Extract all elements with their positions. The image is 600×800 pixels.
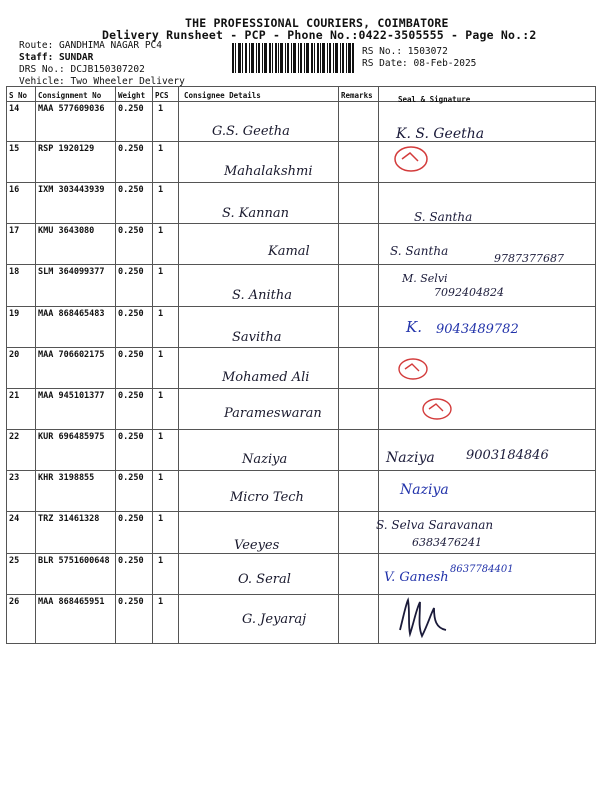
row-consignment: MAA 706602175 <box>38 350 105 360</box>
row-consignment: KUR 696485975 <box>38 432 105 442</box>
signature-phone: 9787377687 <box>494 252 564 265</box>
consignee-handwriting: G.S. Geetha <box>212 124 290 139</box>
vehicle-label: Vehicle: Two Wheeler Delivery <box>19 76 185 87</box>
delivery-stamp-icon <box>420 396 454 422</box>
row-pcs: 1 <box>158 432 164 442</box>
signature: S. Santha <box>390 244 449 258</box>
row-sno: 15 <box>9 144 20 154</box>
row-consignment: MAA 868465951 <box>38 597 105 607</box>
row-sno: 21 <box>9 391 20 401</box>
row-divider <box>6 141 596 142</box>
row-pcs: 1 <box>158 556 164 566</box>
row-consignment: IXM 303443939 <box>38 185 105 195</box>
table-border-right <box>595 86 596 644</box>
signature: V. Ganesh <box>384 570 449 585</box>
row-sno: 24 <box>9 514 20 524</box>
col-consignment: Consignment No <box>38 91 102 100</box>
col-consignee: Consignee Details <box>184 91 261 100</box>
row-weight: 0.250 <box>118 267 144 277</box>
consignee-handwriting: Parameswaran <box>224 406 322 421</box>
row-pcs: 1 <box>158 309 164 319</box>
signature-phone: 8637784401 <box>450 564 514 575</box>
signature: K. <box>406 318 422 336</box>
row-sno: 19 <box>9 309 20 319</box>
signature-phone: 7092404824 <box>434 286 504 299</box>
consignee-handwriting: Mohamed Ali <box>222 370 310 385</box>
signature: Naziya <box>386 450 435 466</box>
row-weight: 0.250 <box>118 185 144 195</box>
staff-label: Staff: SUNDAR <box>19 52 94 63</box>
signature: S. Selva Saravanan <box>376 518 494 532</box>
row-pcs: 1 <box>158 144 164 154</box>
row-divider <box>6 553 596 554</box>
consignee-handwriting: G. Jeyaraj <box>242 612 307 627</box>
row-divider <box>6 429 596 430</box>
drs-number: DRS No.: DCJB150307202 <box>19 64 145 75</box>
runsheet-table <box>6 86 596 644</box>
row-weight: 0.250 <box>118 144 144 154</box>
row-divider <box>6 388 596 389</box>
signature-phone: 6383476241 <box>412 536 482 549</box>
row-weight: 0.250 <box>118 226 144 236</box>
row-weight: 0.250 <box>118 556 144 566</box>
row-pcs: 1 <box>158 597 164 607</box>
rs-number: RS No.: 1503072 <box>362 46 448 57</box>
consignee-handwriting: Kamal <box>268 244 310 259</box>
signature-phone: 9043489782 <box>436 322 519 337</box>
row-sno: 25 <box>9 556 20 566</box>
row-sno: 23 <box>9 473 20 483</box>
col-divider <box>378 86 379 644</box>
row-pcs: 1 <box>158 267 164 277</box>
row-divider <box>6 182 596 183</box>
row-divider <box>6 511 596 512</box>
row-weight: 0.250 <box>118 432 144 442</box>
row-weight: 0.250 <box>118 104 144 114</box>
row-divider <box>6 594 596 595</box>
row-pcs: 1 <box>158 350 164 360</box>
route-label: Route: GANDHIMA NAGAR PC4 <box>19 40 162 51</box>
row-consignment: MAA 945101377 <box>38 391 105 401</box>
col-divider <box>178 86 179 644</box>
row-weight: 0.250 <box>118 350 144 360</box>
row-consignment: MAA 868465483 <box>38 309 105 319</box>
col-divider <box>35 86 36 644</box>
row-weight: 0.250 <box>118 597 144 607</box>
row-consignment: RSP 1920129 <box>38 144 95 154</box>
row-consignment: TRZ 31461328 <box>38 514 100 524</box>
row-consignment: BLR 5751600648 <box>38 556 110 566</box>
consignee-handwriting: S. Anitha <box>232 288 292 303</box>
row-weight: 0.250 <box>118 309 144 319</box>
row-weight: 0.250 <box>118 473 144 483</box>
row-pcs: 1 <box>158 391 164 401</box>
row-sno: 20 <box>9 350 20 360</box>
consignee-handwriting: Naziya <box>242 452 288 467</box>
row-divider <box>6 347 596 348</box>
consignee-handwriting: Micro Tech <box>230 490 304 505</box>
col-divider <box>115 86 116 644</box>
row-sno: 17 <box>9 226 20 236</box>
table-border-left <box>6 86 7 644</box>
consignee-handwriting: Mahalakshmi <box>224 164 313 179</box>
rs-date: RS Date: 08-Feb-2025 <box>362 58 477 69</box>
table-border-top <box>6 86 596 87</box>
col-sno: S No <box>9 91 28 100</box>
col-seal: Seal & Signature <box>398 95 471 104</box>
consignee-handwriting: Savitha <box>232 330 282 345</box>
col-divider <box>152 86 153 644</box>
consignee-handwriting: O. Seral <box>238 572 291 587</box>
row-pcs: 1 <box>158 104 164 114</box>
signature: M. Selvi <box>402 272 448 285</box>
row-divider <box>6 470 596 471</box>
row-sno: 18 <box>9 267 20 277</box>
signature-scribble-icon <box>394 594 454 640</box>
barcode <box>232 43 354 73</box>
row-pcs: 1 <box>158 185 164 195</box>
row-pcs: 1 <box>158 514 164 524</box>
table-border-bottom <box>6 643 596 644</box>
col-remarks: Remarks <box>341 91 373 100</box>
row-pcs: 1 <box>158 473 164 483</box>
signature: Naziya <box>400 482 449 498</box>
col-weight: Weight <box>118 91 146 100</box>
row-sno: 14 <box>9 104 20 114</box>
delivery-stamp-icon <box>396 356 430 382</box>
row-consignment: KMU 3643080 <box>38 226 95 236</box>
row-pcs: 1 <box>158 226 164 236</box>
signature-phone: 9003184846 <box>466 448 549 463</box>
row-sno: 16 <box>9 185 20 195</box>
signature: S. Santha <box>414 210 473 224</box>
signature: K. S. Geetha <box>396 126 485 142</box>
row-weight: 0.250 <box>118 391 144 401</box>
row-consignment: MAA 577609036 <box>38 104 105 114</box>
consignee-handwriting: Veeyes <box>234 538 280 553</box>
col-pcs: PCS <box>155 91 169 100</box>
runsheet-title: Delivery Runsheet - PCP - Phone No.:0422-3505555 - Page No.:2 <box>102 28 537 42</box>
consignee-handwriting: S. Kannan <box>222 206 290 221</box>
col-divider <box>338 86 339 644</box>
row-weight: 0.250 <box>118 514 144 524</box>
row-consignment: KHR 3198855 <box>38 473 95 483</box>
delivery-stamp-icon <box>392 144 430 174</box>
row-sno: 22 <box>9 432 20 442</box>
row-consignment: SLM 364099377 <box>38 267 105 277</box>
row-divider <box>6 306 596 307</box>
company-name: THE PROFESSIONAL COURIERS, COIMBATORE <box>185 16 449 30</box>
row-sno: 26 <box>9 597 20 607</box>
row-divider <box>6 223 596 224</box>
header-divider <box>6 101 596 102</box>
